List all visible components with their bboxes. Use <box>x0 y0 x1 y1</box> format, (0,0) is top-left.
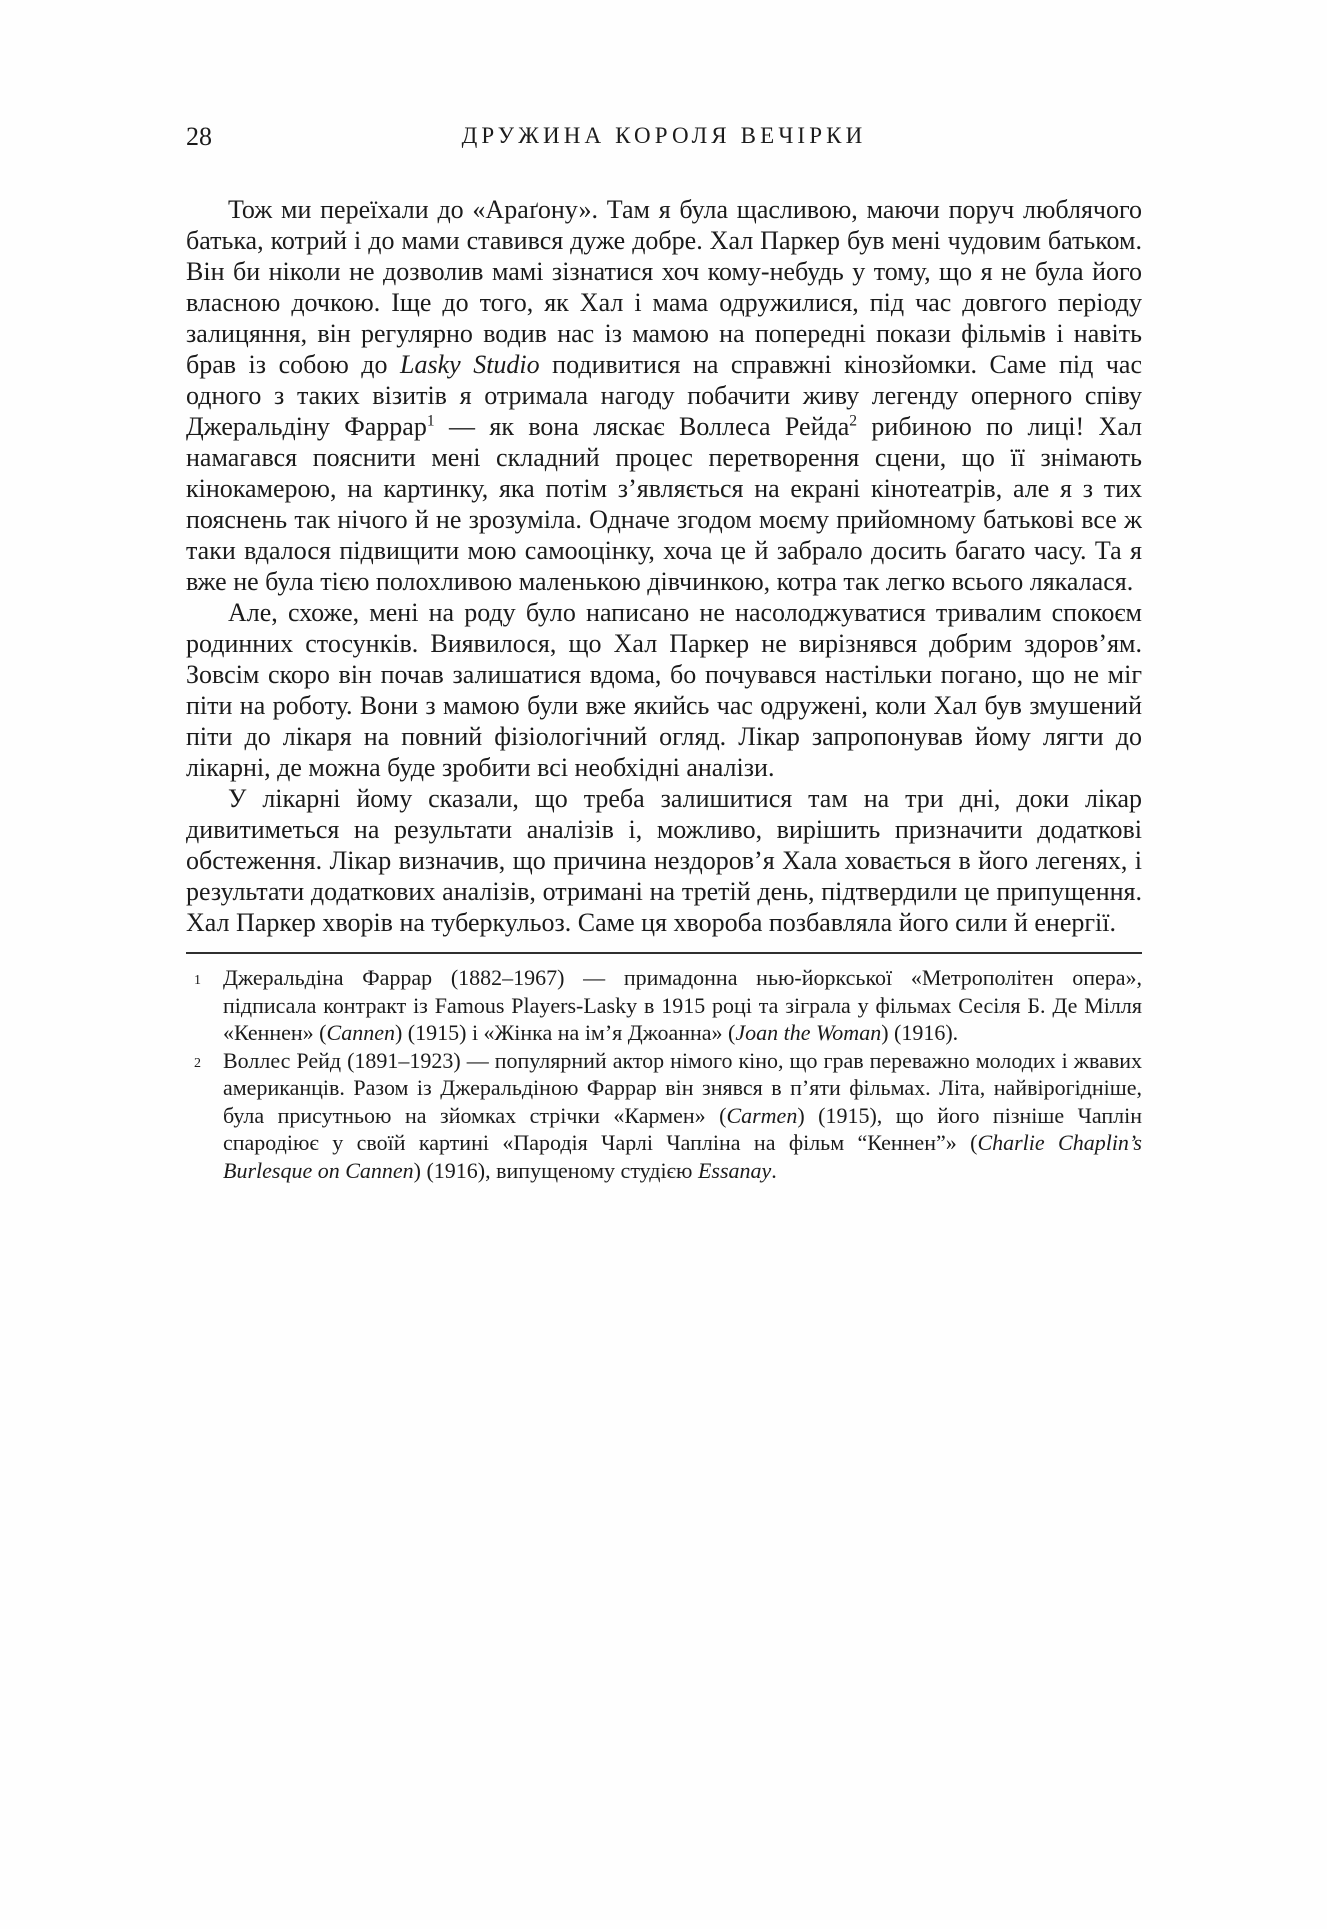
footnotes <box>186 954 1142 1184</box>
footnote-reference: 1 <box>426 412 435 430</box>
page-header <box>186 120 1142 154</box>
footnote <box>186 1047 1142 1185</box>
footnote <box>186 964 1142 1047</box>
footnote-marker: 2 <box>194 1055 201 1071</box>
page-content <box>186 120 1142 1184</box>
body-paragraph: Але, схоже, мені на роду було написано не насолоджуватися тривалим спокоєм родинних стосунків. Виявилося, що Хал Паркер не вирізнявся добрим здоров’ям. Зовсім скоро він почав залишатися вдома, бо почувався настільки погано, що не міг піти на роботу. Вони з мамою були вже якийсь час одружені, коли Хал був змушений піти до лікаря на повний фізіологічний огляд. Лікар запропонував йому лягти до лікарні, де можна буде зробити всі необхідні аналізи. <box>186 598 1142 782</box>
running-title: ДРУЖИНА КОРОЛЯ ВЕЧІРКИ <box>461 123 867 148</box>
footnote-text: Воллес Рейд (1891–1923) — популярний актор німого кіно, що грав переважно молодих і жвавих американців. Разом із Джеральдіною Фаррар він знявся в п’яти фільмах. Літа, найвірогідніше, була присутньою на зйомках стрічки «Кармен» (Carmen) (1915), що його пізніше Чаплін спародіює у своїй картині «Пародія Чарлі Чапліна на фільм “Кеннен”» (Charlie Chaplin’s Burlesque on Cannen) (1916), випущеному студією Essanay. <box>223 1047 1142 1183</box>
footnote-reference: 2 <box>849 412 858 430</box>
footnote-text: Джеральдіна Фаррар (1882–1967) — примадонна нью-йоркської «Метрополітен опера», підписала контракт із Famous Players-Lasky в 1915 році та зіграла у фільмах Сесіля Б. Де Мілля «Кеннен» (Cannen) (1915) і «Жінка на ім’я Джоанна» (Joan the Woman) (1916). <box>223 965 1142 1045</box>
body-paragraph: У лікарні йому сказали, що треба залишитися там на три дні, доки лікар дивитиметься на результати аналізів і, можливо, вирішить призначити додаткові обстеження. Лікар визначив, що причина нездоров’я Хала ховається в його легенях, і результати додаткових аналізів, отримані на третій день, підтвердили це припущення. Хал Паркер хворів на туберкульоз. Саме ця хвороба позбавляла його сили й енергії. <box>186 784 1142 937</box>
footnote-marker: 1 <box>194 973 201 988</box>
page-number: 28 <box>186 122 212 151</box>
body-paragraph: Тож ми переїхали до «Араґону». Там я була щасливою, маючи поруч люблячого батька, котрий і до мами ставився дуже добре. Хал Паркер був мені чудовим батьком. Він би ніколи не дозволив мамі зізнатися хоч кому-небудь у тому, що я не була його власною дочкою. Іще до того, як Хал і мама одружилися, під час довгого періоду залицяння, він регулярно водив нас із мамою на попередні покази фільмів і навіть брав із собою до Lasky Studio подивитися на справжні кінозйомки. Саме під час одного з таких візитів я отримала нагоду побачити живу легенду оперного співу Джеральдіну Фаррар$^1$ — як вона ляскає Воллеса Рейда$^2$ рибиною по лиці! Хал намагався пояснити мені складний процес перетворення сцени, що її знімають кінокамерою, на картинку, яка потім з’являється на екрані кінотеатрів, але я з тих пояснень так нічого й не зрозуміла. Одначе згодом моєму прийомному батькові все ж таки вдалося підвищити мою самооцінку, хоча це й забрало досить багато часу. Та я вже не була тією полохливою маленькою дівчинкою, котра так легко всього лякалася. <box>186 195 1143 596</box>
body-text <box>186 194 1142 938</box>
